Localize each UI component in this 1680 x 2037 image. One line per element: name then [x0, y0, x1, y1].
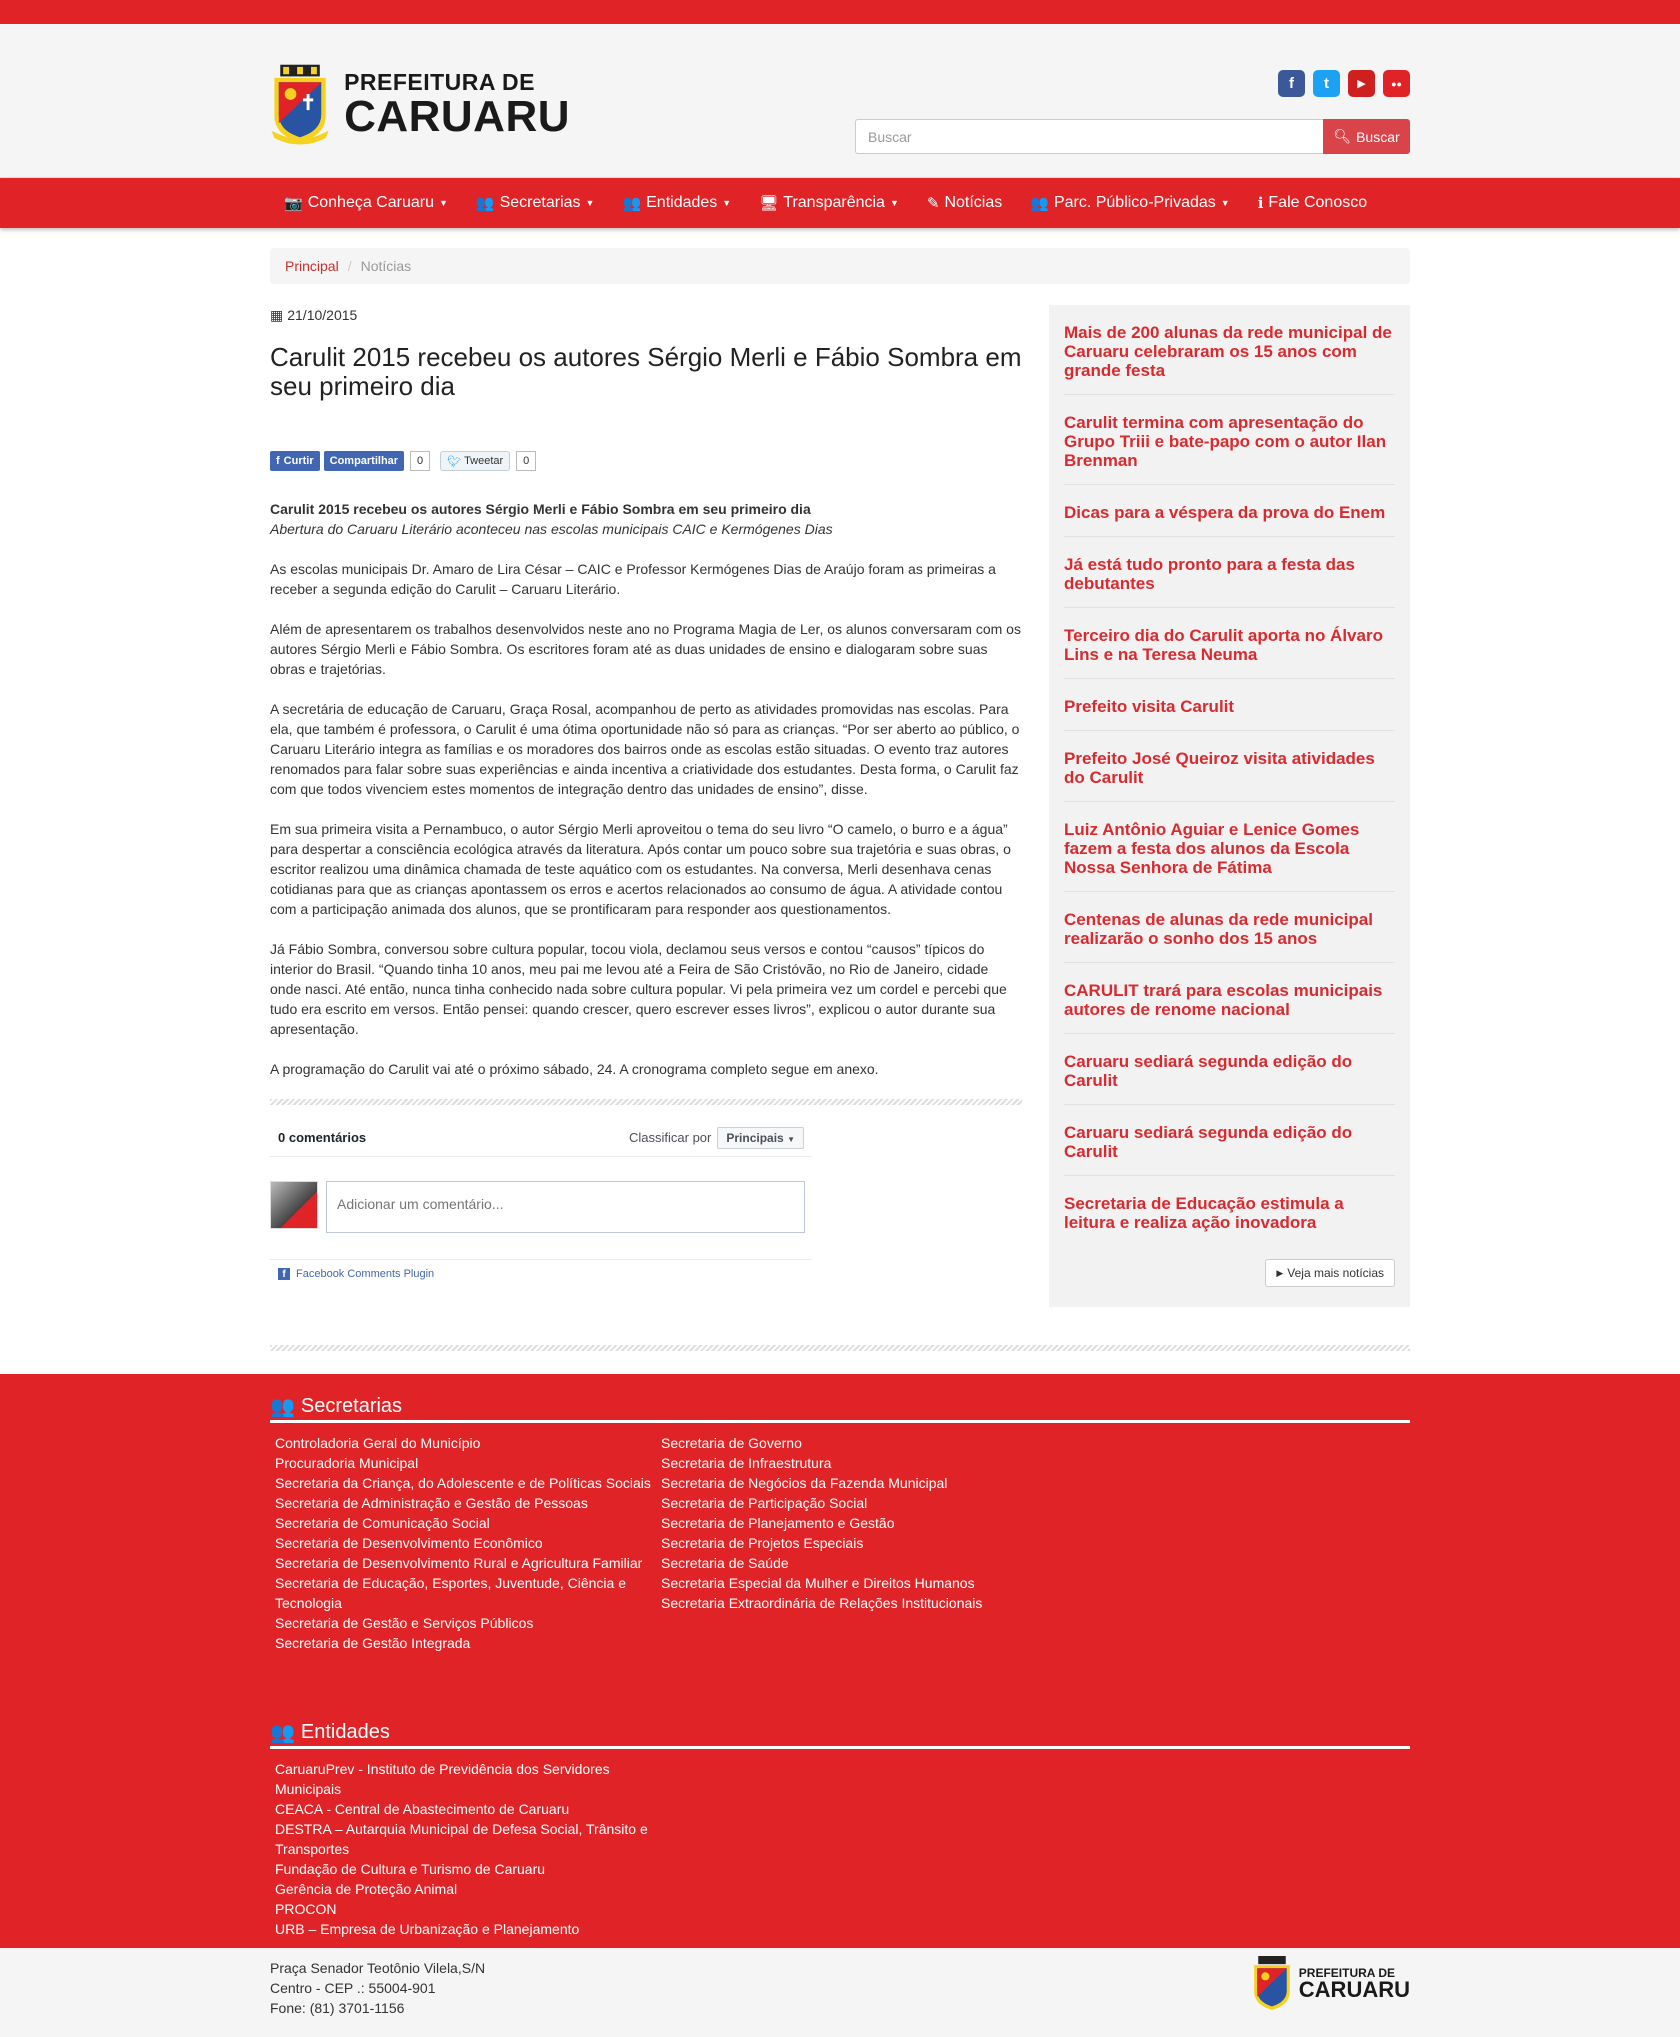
footer-link[interactable]: PROCON: [275, 1901, 337, 1917]
users-icon: 👥: [1030, 195, 1049, 212]
news-item[interactable]: [1064, 749, 1395, 802]
footer-link[interactable]: DESTRA – Autarquia Municipal de Defesa Social, Trânsito e Transportes: [275, 1821, 648, 1857]
news-link[interactable]: Caruaru sediará segunda edição do Carulit: [1064, 1123, 1353, 1161]
news-link[interactable]: Prefeito José Queiroz visita atividades do Carulit: [1064, 749, 1375, 787]
nav-label: Entidades: [646, 194, 718, 211]
secretarias-column-1: [270, 1433, 656, 1653]
footer-link[interactable]: Secretaria de Gestão e Serviços Públicos: [275, 1615, 534, 1631]
logo-line2: CARUARU: [344, 92, 570, 141]
news-link[interactable]: Carulit termina com apresentação do Grupo Triii e bate-papo com o autor Ilan Brenman: [1064, 413, 1387, 470]
footer-section-title: [270, 1394, 1410, 1423]
search-input[interactable]: [855, 119, 1323, 154]
footer-link[interactable]: Procuradoria Municipal: [275, 1455, 419, 1471]
news-item[interactable]: [1064, 413, 1395, 485]
facebook-icon: f: [276, 455, 280, 467]
info-icon: ℹ: [1257, 195, 1264, 212]
footer-link[interactable]: Secretaria de Negócios da Fazenda Municipal: [661, 1475, 948, 1491]
tweet-button[interactable]: [440, 451, 510, 471]
footer-link[interactable]: Fundação de Cultura e Turismo de Caruaru: [275, 1861, 546, 1877]
secretarias-column-2: [656, 1433, 1042, 1653]
caruaru-crest-icon: [1251, 1956, 1293, 2012]
facebook-icon[interactable]: f: [1278, 70, 1305, 97]
sort-select[interactable]: [717, 1127, 804, 1149]
footer-section-title: [270, 1720, 1410, 1749]
search-button-label: Buscar: [1356, 128, 1400, 145]
flickr-icon[interactable]: ●●: [1383, 70, 1410, 97]
divider: [270, 1099, 1022, 1105]
entidades-title: Entidades: [300, 1720, 390, 1743]
article-paragraph: A secretária de educação de Caruaru, Graça Rosal, acompanhou de perto as atividades promovidas nas escolas. Para ela, que também é professora, o Carulit é uma ótima oportunidade não só para as crianças. “Por ser aberto ao público, o Caruaru Literário integra as famílias e os moradores dos bairros onde as escolas estão situadas. O evento traz autores renomados para falar sobre suas experiências e ainda incentiva a criatividade dos estudantes. Desta forma, o Carulit faz com que todos vivenciem estes momentos de integração dentro das unidades de ensino”, disse.: [270, 701, 1020, 797]
news-item[interactable]: [1064, 1052, 1395, 1105]
search-form: [855, 119, 1410, 154]
caret-right-icon: ▶: [1276, 1267, 1284, 1278]
article-title: Carulit 2015 recebeu os autores Sérgio Merli e Fábio Sombra em seu primeiro dia: [270, 342, 1022, 401]
plugin-label: Facebook Comments Plugin: [296, 1268, 435, 1280]
news-item[interactable]: [1064, 1194, 1395, 1246]
footer-bottom: [0, 1948, 1680, 2037]
breadcrumb-current: Notícias: [360, 258, 412, 274]
article-paragraph: Já Fábio Sombra, conversou sobre cultura popular, tocou viola, declamou seus versos e contou “causos” típicos do interior do Brasil. “Quando tinha 10 anos, meu pai me levou até a Feira de São Cristóvão, no Rio de Janeiro, cidade onde nasci. Até então, nunca tinha conhecido nada sobre cultura popular. Vi pela primeira vez um cordel e percebi que tudo era escrito em versos. Então pensei: quando crescer, quero escrever esses livros”, explicou o autor durante sua apresentação.: [270, 941, 1007, 1037]
footer-link[interactable]: CaruaruPrev - Instituto de Previdência dos Servidores Municipais: [275, 1761, 610, 1797]
youtube-icon[interactable]: ▶: [1348, 70, 1375, 97]
footer-logo-line1: PREFEITURA DE: [1298, 1966, 1396, 1980]
search-icon: 🔍︎: [1333, 128, 1352, 144]
logo-text: [344, 71, 570, 139]
caruaru-crest-icon: [270, 50, 330, 160]
footer-link[interactable]: Secretaria de Saúde: [661, 1555, 789, 1571]
footer-link[interactable]: Secretaria Especial da Mulher e Direitos Humanos: [661, 1575, 975, 1591]
article-paragraph: As escolas municipais Dr. Amaro de Lira César – CAIC e Professor Kermógenes Dias de Araújo foram as primeiras a receber a segunda edição do Carulit – Caruaru Literário.: [270, 561, 996, 597]
comment-compose: [270, 1181, 812, 1233]
breadcrumb-separator: /: [347, 258, 352, 274]
comments-header: [270, 1123, 812, 1157]
nav-item-fale-conosco[interactable]: [1244, 178, 1381, 228]
footer-link[interactable]: Secretaria de Gestão Integrada: [275, 1635, 471, 1651]
footer-link[interactable]: Gerência de Proteção Animal: [275, 1881, 458, 1897]
footer-link[interactable]: Secretaria de Desenvolvimento Rural e Agricultura Familiar: [275, 1555, 643, 1571]
comments-plugin-credit[interactable]: [270, 1259, 812, 1280]
caret-down-icon: ▼: [722, 198, 732, 208]
footer-link[interactable]: Secretaria de Participação Social: [661, 1495, 868, 1511]
site-logo[interactable]: [270, 46, 570, 164]
facebook-comments: [270, 1123, 812, 1280]
site-footer: [0, 1374, 1680, 1948]
nav-label: Secretarias: [499, 194, 581, 211]
footer-link[interactable]: Secretaria da Criança, do Adolescente e de Políticas Sociais: [275, 1475, 651, 1491]
news-item[interactable]: [1064, 910, 1395, 963]
news-item[interactable]: [1064, 1123, 1395, 1176]
news-link[interactable]: Luiz Antônio Aguiar e Lenice Gomes fazem a festa dos alunos da Escola Nossa Senhora de Fátima: [1064, 820, 1360, 877]
users-icon: 👥: [475, 195, 495, 212]
news-link[interactable]: Secretaria de Educação estimula a leitura e realiza ação inovadora: [1064, 1194, 1344, 1232]
footer-link[interactable]: Secretaria de Comunicação Social: [275, 1515, 490, 1531]
divider: [270, 1345, 1410, 1351]
tweet-label: Tweetar: [464, 455, 504, 467]
footer-link[interactable]: Secretaria Extraordinária de Relações Institucionais: [661, 1595, 983, 1611]
caret-down-icon: ▼: [1220, 198, 1230, 208]
facebook-share-button[interactable]: Compartilhar: [324, 451, 404, 471]
pencil-icon: ✎: [926, 195, 940, 212]
facebook-share-count: 0: [410, 451, 430, 471]
main-navigation: [0, 178, 1680, 228]
article-lead-title: Carulit 2015 recebeu os autores Sérgio Merli e Fábio Sombra em seu primeiro dia: [270, 501, 811, 517]
news-item[interactable]: [1064, 555, 1395, 608]
footer-link[interactable]: Secretaria de Projetos Especiais: [661, 1535, 864, 1551]
avatar: [270, 1181, 318, 1229]
caret-down-icon: ▼: [438, 198, 448, 208]
nav-label: Fale Conosco: [1268, 194, 1368, 211]
footer-logo[interactable]: [1251, 1956, 1410, 2012]
footer-secretarias: [270, 1394, 1410, 1653]
news-link[interactable]: Já está tudo pronto para a festa das debutantes: [1064, 555, 1355, 593]
sort-label: Classificar por: [629, 1130, 712, 1145]
news-item[interactable]: [1064, 626, 1395, 679]
calendar-icon: ▦: [270, 306, 284, 323]
facebook-like-button[interactable]: [270, 451, 320, 471]
logo-line1: PREFEITURA DE: [344, 69, 536, 95]
nav-label: Conheça Caruaru: [307, 194, 434, 211]
news-item[interactable]: [1064, 697, 1395, 731]
news-link[interactable]: Terceiro dia do Carulit aporta no Álvaro Lins e na Teresa Neuma: [1064, 626, 1383, 664]
news-item[interactable]: [1064, 503, 1395, 537]
twitter-icon: 🐦︎: [447, 455, 462, 468]
breadcrumb: [270, 248, 1410, 284]
like-label: Curtir: [283, 455, 314, 467]
nav-item-secretarias[interactable]: [462, 178, 609, 228]
news-sidebar: [1049, 305, 1410, 1307]
more-news-label: Veja mais notícias: [1287, 1266, 1384, 1280]
comment-count: 0 comentários: [278, 1130, 367, 1145]
phone-line: Fone: (81) 3701-1156: [270, 2000, 405, 2016]
nav-item-transparencia[interactable]: [745, 178, 913, 228]
caret-down-icon: ▼: [585, 198, 595, 208]
address-line: Praça Senador Teotônio Vilela,S/N: [270, 1960, 486, 1976]
footer-link[interactable]: Secretaria de Administração e Gestão de Pessoas: [275, 1495, 588, 1511]
footer-link[interactable]: Secretaria de Infraestrutura: [661, 1455, 832, 1471]
news-item[interactable]: [1064, 323, 1395, 395]
monitor-icon: 🖥: [759, 195, 779, 212]
footer-entidades: [270, 1720, 1410, 1939]
caret-down-icon: ▼: [889, 198, 899, 208]
article-lead-subtitle: Abertura do Caruaru Literário aconteceu nas escolas municipais CAIC e Kermógenes Dias: [270, 521, 833, 537]
users-icon: 👥: [270, 1395, 295, 1418]
share-bar: [270, 451, 1022, 471]
nav-item-ppp[interactable]: [1016, 178, 1243, 228]
address-line: Centro - CEP .: 55004-901: [270, 1980, 436, 1996]
news-item[interactable]: [1064, 981, 1395, 1034]
footer-link[interactable]: Secretaria de Educação, Esportes, Juventude, Ciência e Tecnologia: [275, 1575, 626, 1611]
nav-item-noticias[interactable]: [913, 178, 1016, 228]
article-column: [270, 305, 1022, 1280]
news-item[interactable]: [1064, 820, 1395, 892]
news-link[interactable]: Dicas para a véspera da prova do Enem: [1064, 503, 1386, 522]
nav-item-entidades[interactable]: [608, 178, 745, 228]
entidades-column: [270, 1759, 656, 1939]
breadcrumb-home[interactable]: Principal: [285, 258, 339, 274]
users-icon: 👥: [622, 195, 642, 212]
sort-value: Principais: [726, 1130, 784, 1145]
camera-icon: 📷: [284, 195, 303, 212]
nav-label: Parc. Público-Privadas: [1053, 194, 1216, 211]
article-date-text: 21/10/2015: [287, 307, 358, 323]
footer-logo-line2: CARUARU: [1298, 1977, 1410, 2002]
search-button[interactable]: [1323, 119, 1410, 154]
article-paragraph: Em sua primeira visita a Pernambuco, o autor Sérgio Merli aproveitou o tema do seu livro “O camelo, o burro e a água” para despertar a consciência ecológica através da literatura. Após contar um pouco sobre sua trajetória e suas obras, o escritor realizou uma dinâmica chamada de teste aquático com os estudantes. Na conversa, Merli desenhava cenas cotidianas para que as crianças apontassem os erros e acertos relacionados ao consumo de água. A atividade contou com a participação animada dos alunos, que se prontificaram para responder aos questionamentos.: [270, 821, 1011, 917]
footer-link[interactable]: Controladoria Geral do Município: [275, 1435, 481, 1451]
site-header: [0, 24, 1680, 178]
footer-link[interactable]: Secretaria de Governo: [661, 1435, 802, 1451]
news-link[interactable]: CARULIT trará para escolas municipais autores de renome nacional: [1064, 981, 1383, 1019]
secretarias-title: Secretarias: [300, 1394, 403, 1417]
footer-link[interactable]: Secretaria de Desenvolvimento Econômico: [275, 1535, 543, 1551]
news-link[interactable]: Caruaru sediará segunda edição do Carulit: [1064, 1052, 1353, 1090]
nav-item-conheca-caruaru[interactable]: [270, 178, 462, 228]
news-link[interactable]: Mais de 200 alunas da rede municipal de Caruaru celebraram os 15 anos com grande festa: [1064, 323, 1392, 380]
news-link[interactable]: Prefeito visita Carulit: [1064, 697, 1235, 716]
news-link[interactable]: Centenas de alunas da rede municipal realizarão o sonho dos 15 anos: [1064, 910, 1373, 948]
footer-link[interactable]: CEACA - Central de Abastecimento de Caruaru: [275, 1801, 570, 1817]
address-block: [270, 1958, 485, 2018]
more-news-button[interactable]: [1265, 1259, 1395, 1287]
facebook-icon: f: [278, 1268, 290, 1280]
nav-label: Notícias: [944, 194, 1003, 211]
article-date: [270, 305, 1022, 325]
top-accent-bar: [0, 0, 1680, 24]
footer-link[interactable]: Secretaria de Planejamento e Gestão: [661, 1515, 895, 1531]
article-paragraph: Além de apresentarem os trabalhos desenvolvidos neste ano no Programa Magia de Ler, os alunos conversaram com os autores Sérgio Merli e Fábio Sombra. Os escritores foram até as duas unidades de ensino e dialogaram sobre suas obras e trajetórias.: [270, 621, 1021, 677]
article-paragraph: A programação do Carulit vai até o próximo sábado, 24. A cronograma completo segue em anexo.: [270, 1061, 879, 1077]
nav-label: Transparência: [783, 194, 885, 211]
twitter-icon[interactable]: t: [1313, 70, 1340, 97]
social-links: [1278, 70, 1410, 97]
users-icon: 👥: [270, 1721, 295, 1744]
comment-input[interactable]: [326, 1181, 805, 1233]
comment-sort: [629, 1127, 804, 1149]
footer-link[interactable]: URB – Empresa de Urbanização e Planejamento: [275, 1921, 580, 1937]
article-body: [270, 499, 1022, 1079]
caret-down-icon: ▼: [787, 1134, 795, 1144]
footer-logo-text: [1299, 1967, 1410, 2001]
tweet-count: 0: [516, 451, 536, 471]
